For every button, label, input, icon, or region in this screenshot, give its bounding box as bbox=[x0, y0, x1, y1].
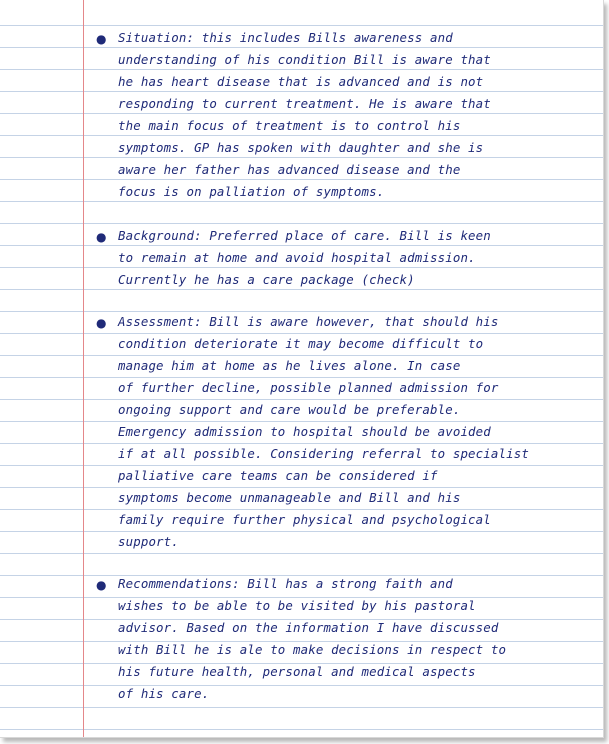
bullet-icon: ● bbox=[96, 230, 107, 244]
note-line: of further decline, possible planned admission for bbox=[118, 380, 499, 395]
note-line: ongoing support and care would be preferable. bbox=[118, 402, 461, 417]
note-line: Recommendations: Bill has a strong faith and bbox=[118, 576, 453, 591]
bullet-icon: ● bbox=[96, 316, 107, 330]
note-line: Emergency admission to hospital should be avoided bbox=[118, 424, 491, 439]
note-line: aware her father has advanced disease and the bbox=[118, 162, 461, 177]
note-background bbox=[96, 225, 576, 291]
note-line: condition deteriorate it may become difficult to bbox=[118, 336, 484, 351]
note-line: wishes to be able to be visited by his pastoral bbox=[118, 598, 476, 613]
note-text bbox=[118, 27, 576, 203]
note-line: Assessment: Bill is aware however, that should his bbox=[118, 314, 499, 329]
note-line: focus is on palliation of symptoms. bbox=[118, 184, 385, 199]
bullet-icon: ● bbox=[96, 578, 107, 592]
note-text bbox=[118, 225, 576, 291]
note-line: the main focus of treatment is to control his bbox=[118, 118, 461, 133]
note-line: Background: Preferred place of care. Bill is keen bbox=[118, 228, 491, 243]
margin-line bbox=[83, 0, 84, 737]
note-line: if at all possible. Considering referral to specialist bbox=[118, 446, 529, 461]
note-line: advisor. Based on the information I have discussed bbox=[118, 620, 499, 635]
note-text bbox=[118, 311, 576, 553]
note-situation bbox=[96, 27, 576, 203]
note-line: manage him at home as he lives alone. In case bbox=[118, 358, 461, 373]
note-line: responding to current treatment. He is aware that bbox=[118, 96, 491, 111]
note-line: palliative care teams can be considered if bbox=[118, 468, 438, 483]
bullet-icon: ● bbox=[96, 32, 107, 46]
note-line: family require further physical and psychological bbox=[118, 512, 491, 527]
note-line: of his care. bbox=[118, 686, 210, 701]
note-line: to remain at home and avoid hospital admission. bbox=[118, 250, 476, 265]
note-line: support. bbox=[118, 534, 179, 549]
note-line: symptoms. GP has spoken with daughter and she is bbox=[118, 140, 484, 155]
note-line: Currently he has a care package (check) bbox=[118, 272, 415, 287]
note-line: Situation: this includes Bills awareness and bbox=[118, 30, 453, 45]
note-line: symptoms become unmanageable and Bill and his bbox=[118, 490, 461, 505]
note-line: he has heart disease that is advanced and is not bbox=[118, 74, 484, 89]
note-line: understanding of his condition Bill is aware that bbox=[118, 52, 491, 67]
note-line: with Bill he is ale to make decisions in respect to bbox=[118, 642, 507, 657]
note-assessment bbox=[96, 311, 576, 553]
note-text bbox=[118, 573, 576, 705]
note-recommendations bbox=[96, 573, 576, 705]
note-line: his future health, personal and medical aspects bbox=[118, 664, 476, 679]
